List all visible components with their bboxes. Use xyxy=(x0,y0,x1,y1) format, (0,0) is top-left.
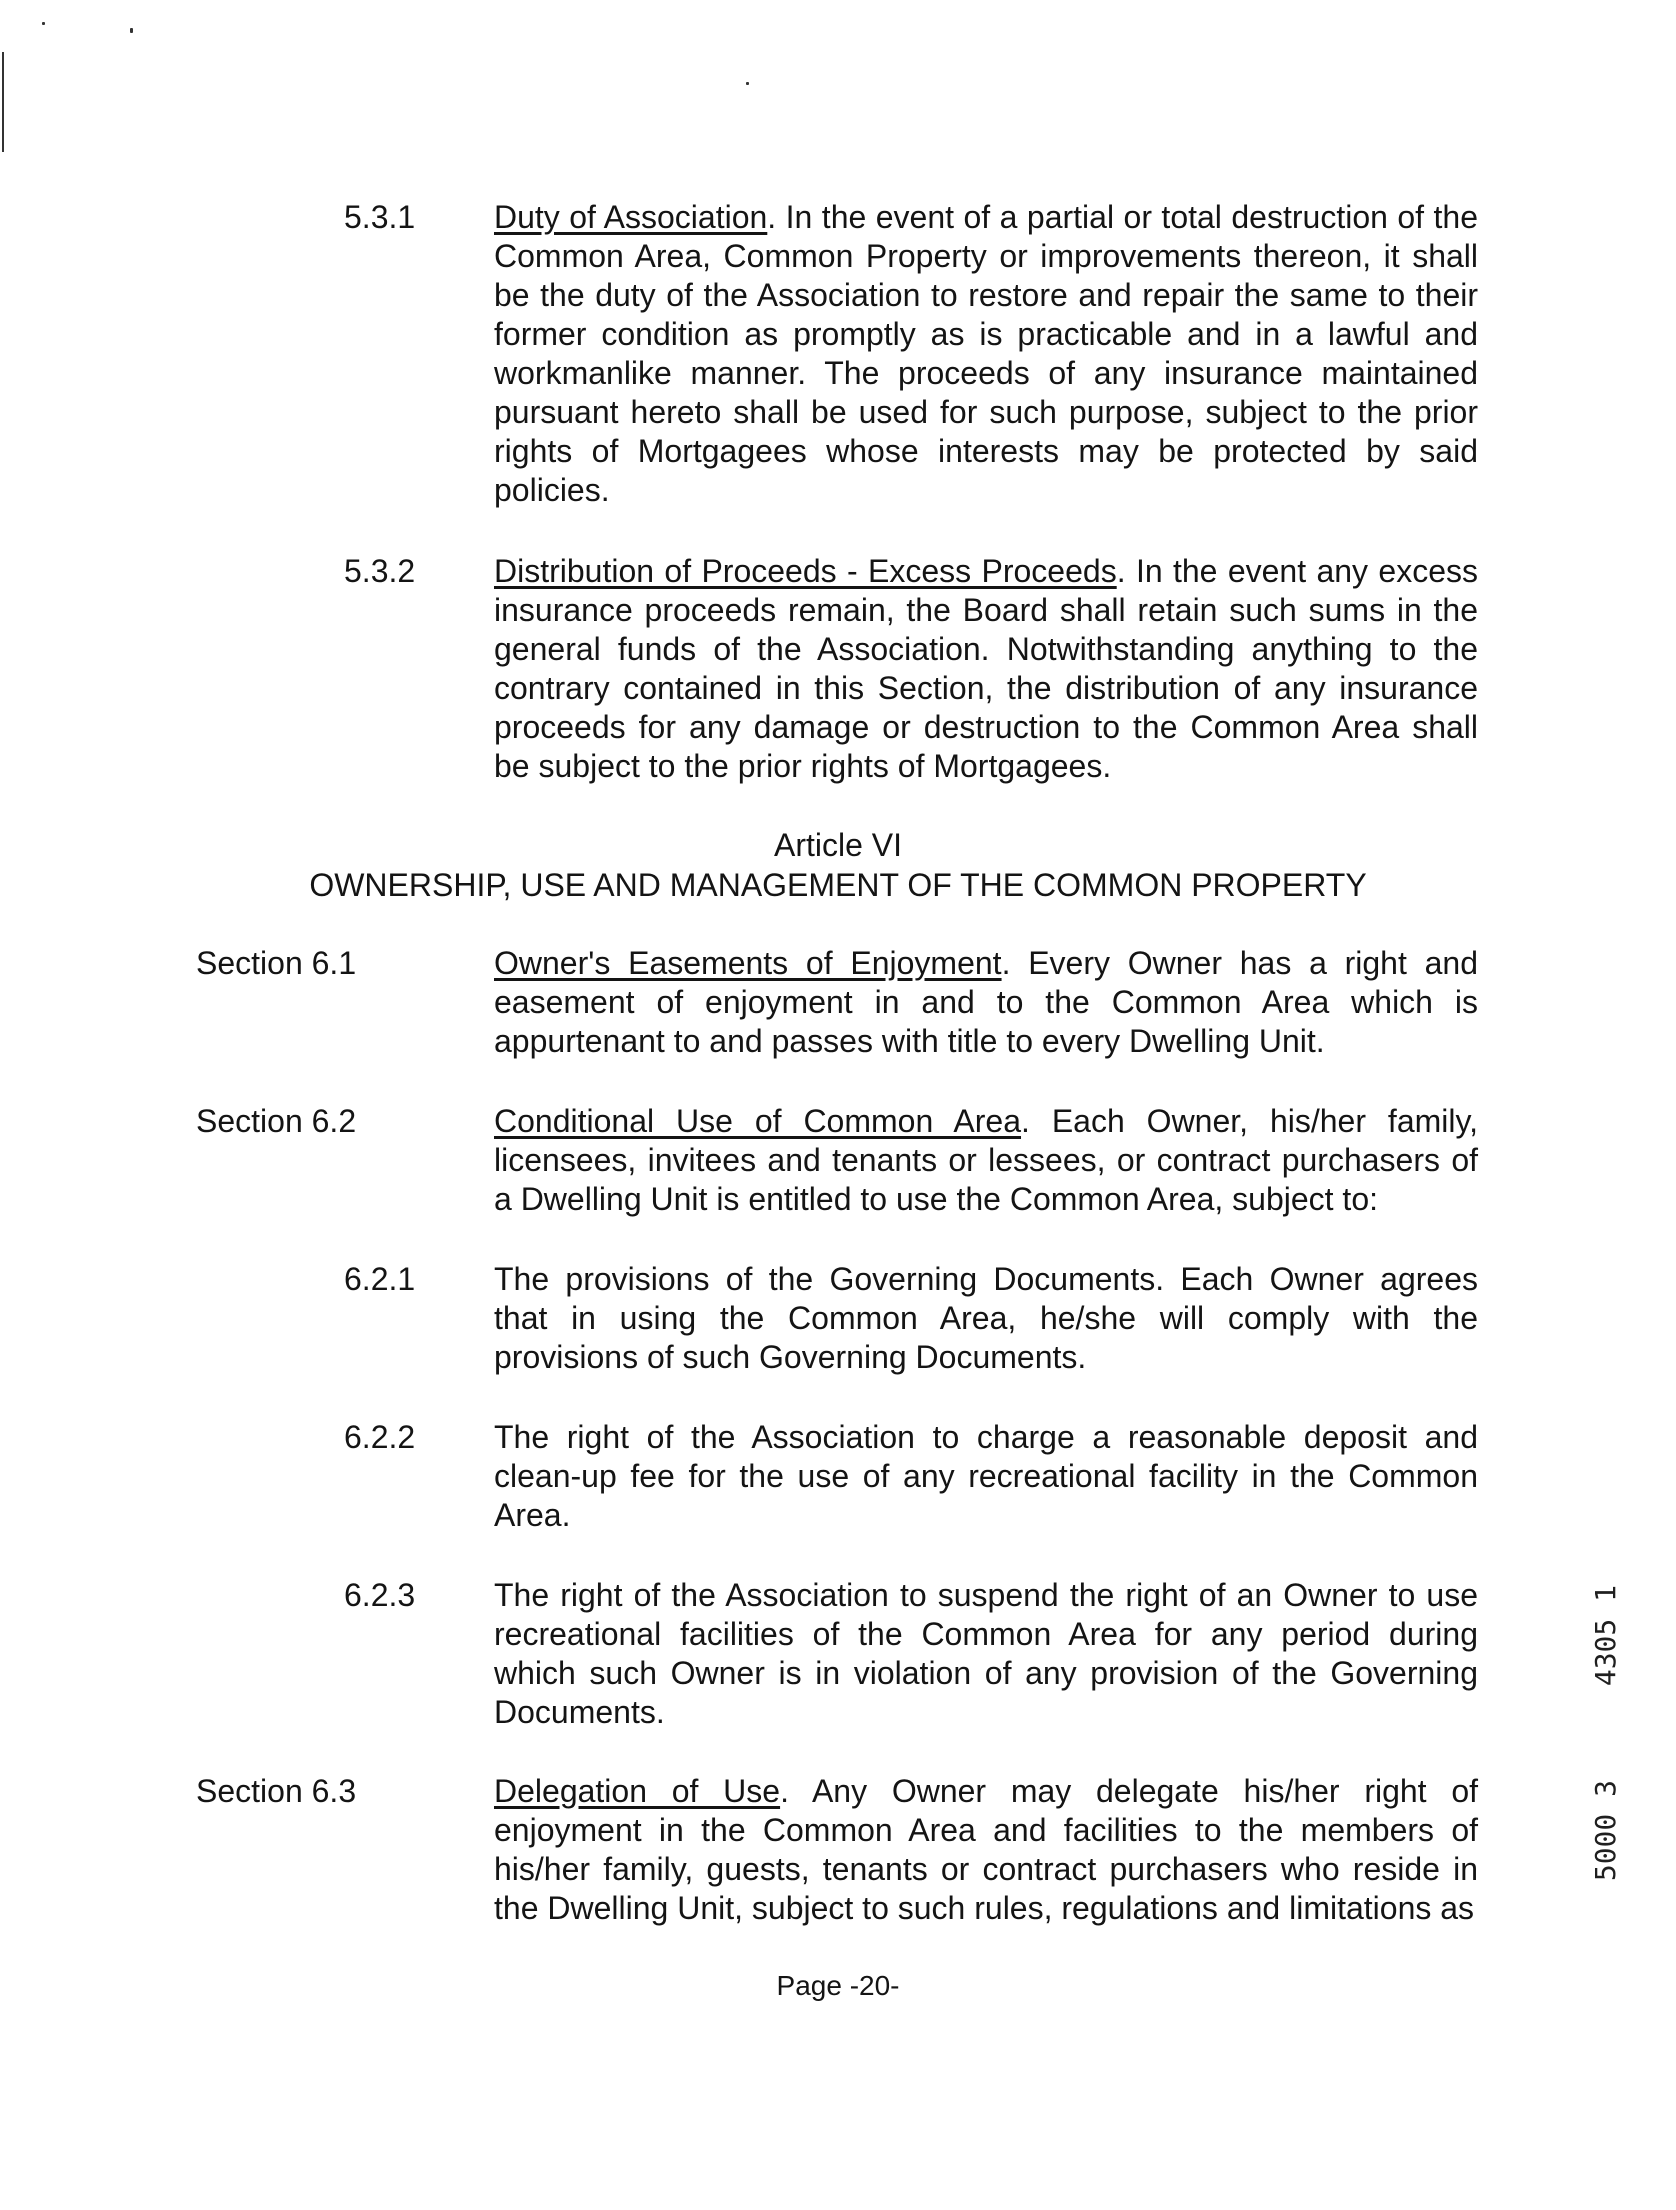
recording-stamp-lower: 5000 3 xyxy=(1589,1780,1622,1882)
article-label: Article VI xyxy=(773,827,903,863)
section-heading: Delegation of Use xyxy=(494,1773,781,1809)
scan-edge-mark xyxy=(2,52,4,152)
paragraph-text: . In the event any excess insurance proceeds remain, the Board shall retain such sums in the general funds of the Association. Notwithstanding anything to the contrary contained in this Section, the distribution of any insurance proceeds for any damage or destruction to the Common Area shall be subject to the prior rights of Mortgagees. xyxy=(494,553,1479,784)
scan-speck xyxy=(42,22,45,25)
paragraph-5-3-2 xyxy=(494,552,1478,786)
article-title: OWNERSHIP, USE AND MANAGEMENT OF THE COMMON PROPERTY xyxy=(309,867,1367,903)
paragraph-heading: Distribution of Proceeds - Excess Proceeds xyxy=(494,553,1117,589)
recording-stamp-upper: 4305 1 xyxy=(1589,1585,1622,1687)
subsection-number: 6.2.2 xyxy=(344,1419,416,1455)
subsection-number: 6.2.3 xyxy=(344,1577,416,1613)
section-text: . Each Owner, his/her family, licensees, invitees and tenants or lessees, or contract purchasers of a Dwelling Unit is entitled to use the Common Area, subject to: xyxy=(494,1103,1479,1217)
scan-speck xyxy=(746,82,749,85)
paragraph-heading: Duty of Association xyxy=(494,199,768,235)
section-text: . Any Owner may delegate his/her right of enjoyment in the Common Area and facilities to the members of his/her family, guests, tenants or contract purchasers who reside in the Dwelling Unit, subject to such rules, regulations and limitations as xyxy=(494,1773,1479,1926)
subsection-6-2-3: The right of the Association to suspend the right of an Owner to use recreational facilities of the Common Area for any period during which such Owner is in violation of any provision of the Governing Documents. xyxy=(494,1577,1478,1730)
section-6-3 xyxy=(494,1772,1478,1928)
section-heading: Conditional Use of Common Area xyxy=(494,1103,1022,1139)
subsection-number: 6.2.1 xyxy=(344,1261,416,1297)
section-number: Section 6.1 xyxy=(196,945,357,981)
section-number: Section 6.3 xyxy=(196,1773,357,1809)
subsection-6-2-1: The provisions of the Governing Documents. Each Owner agrees that in using the Common Area, he/she will comply with the provisions of such Governing Documents. xyxy=(494,1261,1478,1375)
subsection-6-2-2: The right of the Association to charge a reasonable deposit and clean-up fee for the use of any recreational facility in the Common Area. xyxy=(494,1419,1478,1533)
section-6-2 xyxy=(494,1102,1478,1219)
paragraph-5-3-1 xyxy=(494,198,1478,510)
paragraph-number: 5.3.1 xyxy=(344,199,416,235)
paragraph-number: 5.3.2 xyxy=(344,553,416,589)
section-text: . Every Owner has a right and easement of enjoyment in and to the Common Area which is appurtenant to and passes with title to every Dwelling Unit. xyxy=(494,945,1479,1059)
section-6-1 xyxy=(494,944,1478,1061)
scan-speck xyxy=(130,28,133,33)
paragraph-text: . In the event of a partial or total destruction of the Common Area, Common Property or improvements thereon, it shall be the duty of the Association to restore and repair the same to their former condition as promptly as is practicable and in a lawful and workmanlike manner. The proceeds of any insurance maintained pursuant hereto shall be used for such purpose, subject to the prior rights of Mortgagees whose interests may be protected by said policies. xyxy=(494,199,1479,508)
section-number: Section 6.2 xyxy=(196,1103,357,1139)
page-number: Page -20- xyxy=(776,1970,900,2001)
section-heading: Owner's Easements of Enjoyment xyxy=(494,945,1002,981)
